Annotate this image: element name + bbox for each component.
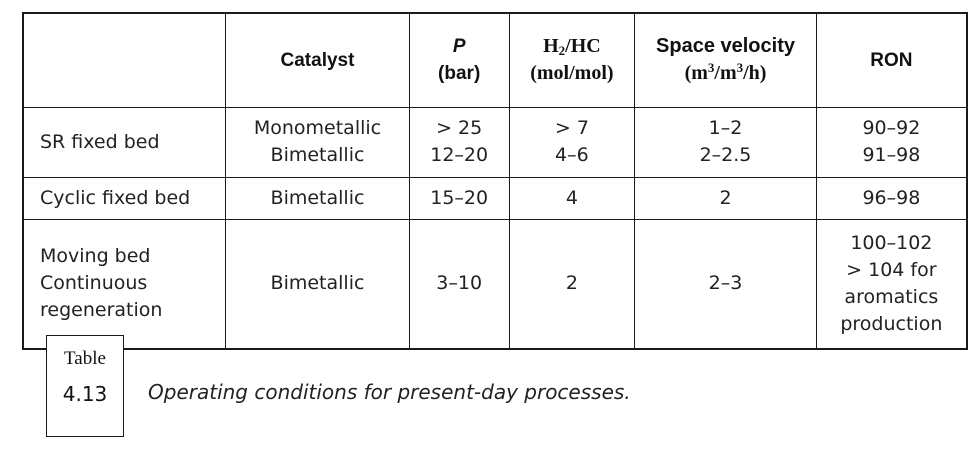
cell-catalyst: Bimetallic	[226, 219, 410, 349]
header-row	[23, 13, 967, 107]
cell-space-velocity: 1–2 2–2.5	[635, 107, 816, 177]
header-pressure-symbol: P	[452, 36, 466, 58]
header-process	[23, 13, 226, 107]
cell-ron: 100–102 > 104 for aromatics production	[816, 219, 967, 349]
table-row	[23, 107, 967, 177]
cell-catalyst: Bimetallic	[226, 177, 410, 219]
table-row	[23, 177, 967, 219]
cell-pressure: 15–20	[409, 177, 509, 219]
cell-process: Cyclic fixed bed	[23, 177, 226, 219]
header-space-velocity-label: Space velocity	[656, 35, 795, 58]
cell-h2hc: 4	[509, 177, 635, 219]
header-ron: RON	[816, 13, 967, 107]
header-h2hc-unit: (mol/mol)	[530, 62, 614, 85]
header-space-velocity	[635, 13, 816, 107]
cell-space-velocity: 2–3	[635, 219, 816, 349]
cell-process: SR fixed bed	[23, 107, 226, 177]
header-catalyst: Catalyst	[226, 13, 410, 107]
cell-h2hc: 2	[509, 219, 635, 349]
table-number-box	[46, 335, 124, 437]
cell-space-velocity: 2	[635, 177, 816, 219]
header-space-velocity-unit: $(m^3/m^3/h)$	[684, 60, 767, 85]
operating-conditions-table	[22, 12, 968, 350]
table-label-number: 4.13	[62, 382, 108, 406]
cell-process: Moving bed Continuous regeneration	[23, 219, 226, 349]
table-row	[23, 219, 967, 349]
cell-catalyst: Monometallic Bimetallic	[226, 107, 410, 177]
header-h2hc-label: $H_2/HC$	[543, 35, 601, 59]
table-label-word: Table	[64, 348, 106, 369]
header-pressure	[409, 13, 509, 107]
header-h2hc	[509, 13, 635, 107]
cell-ron: 96–98	[816, 177, 967, 219]
cell-h2hc: > 7 4–6	[509, 107, 635, 177]
cell-ron: 90–92 91–98	[816, 107, 967, 177]
cell-pressure: 3–10	[409, 219, 509, 349]
header-pressure-unit: (bar)	[438, 63, 481, 85]
cell-pressure: > 25 12–20	[409, 107, 509, 177]
table-caption: Operating conditions for present-day processes.	[148, 380, 631, 404]
